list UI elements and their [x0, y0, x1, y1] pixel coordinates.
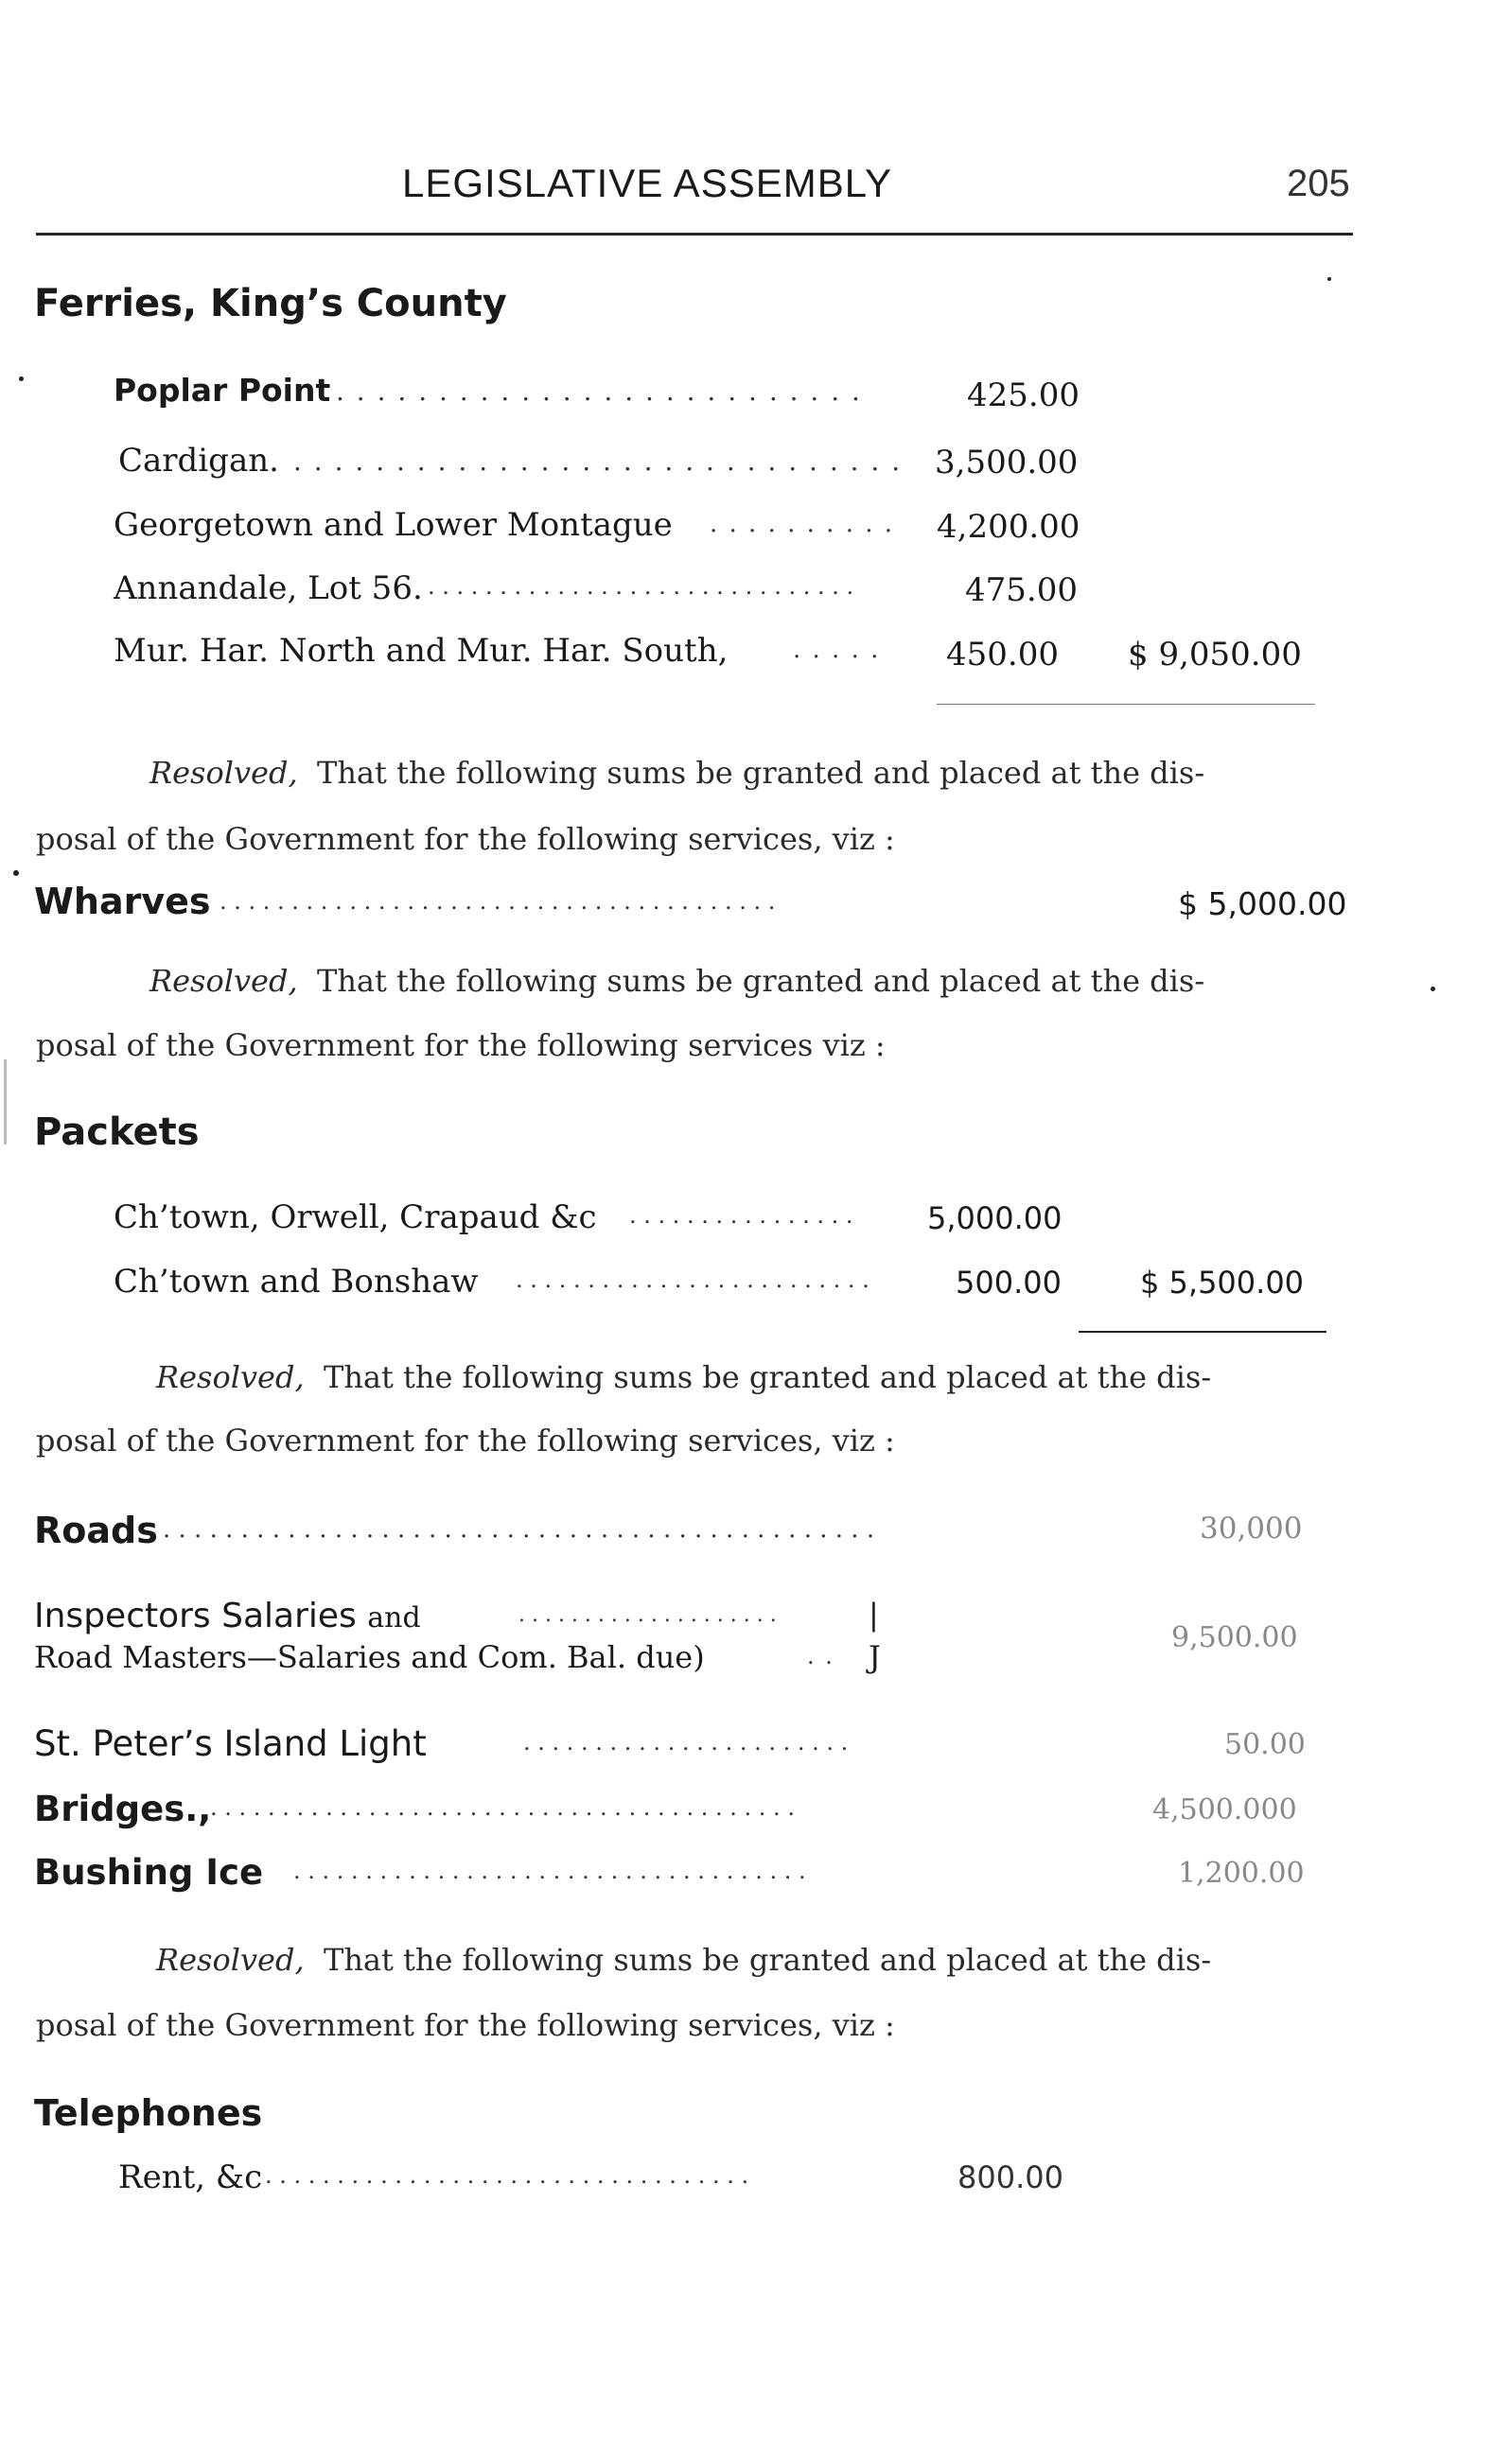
dot-leader: . . . . . . . . . . . . . . . . . . . . . . . . . — [516, 1267, 869, 1293]
ferry-item-amount: 3,500.00 — [935, 444, 1079, 481]
brace-top: | — [869, 1597, 879, 1633]
ferry-item-label: Georgetown and Lower Montague — [114, 506, 673, 544]
inspectors-label-bold: Inspectors Salaries — [34, 1597, 357, 1635]
ferry-item-amount: 450.00 — [946, 636, 1059, 673]
dot-leader: . . . . . . . . . . . . . . . . . . . . . . . . . . — [336, 376, 862, 407]
dot-leader: . . . . . . . . . . . . . . . . . . . . . . . . . . . . . . . . . . — [265, 2162, 749, 2189]
ferry-item-label: Cardigan. — [118, 442, 279, 480]
bridges-label: Bridges., — [34, 1789, 212, 1829]
ferry-item-label: Mur. Har. North and Mur. Har. South, — [114, 632, 729, 670]
page-number: 205 — [1287, 163, 1350, 204]
inspectors-label — [34, 1597, 421, 1635]
resolved-word: Resolved, — [149, 963, 298, 999]
dot-leader: . . . . . — [793, 636, 881, 664]
resolution-line: posal of the Government for the following services, viz : — [36, 2007, 895, 2043]
roads-label: Roads — [34, 1510, 158, 1551]
dot-leader: . . . . . . . . . . . . . . . . . . . . — [518, 1603, 777, 1627]
scan-speck — [1327, 277, 1331, 281]
packet-item-amount: 500.00 — [956, 1265, 1062, 1301]
resolution-line: That the following sums be granted and placed at the dis- — [323, 1942, 1212, 1978]
packet-item-amount: 5,000.00 — [927, 1200, 1063, 1236]
ferry-item-amount: 425.00 — [967, 376, 1080, 414]
dot-leader: . . . . . . . . . . . . . . . . . . . . . . . . . . . . . . — [293, 446, 903, 477]
dot-leader: . . . . . . . . . . . . . . . . . . . . . . . . . . . . . . . . . . . . . . . . . — [210, 1794, 795, 1821]
bushing-ice-amount: 1,200.00 — [1178, 1857, 1305, 1890]
dot-leader: . . . . . . . . . . . . . . . . . . . . . . . — [523, 1729, 849, 1756]
header-rule — [36, 233, 1353, 236]
scan-speck — [13, 870, 19, 876]
total-rule — [1079, 1331, 1326, 1333]
wharves-label: Wharves — [34, 881, 211, 922]
resolved-word: Resolved, — [156, 1942, 305, 1978]
running-header-title: LEGISLATIVE ASSEMBLY — [402, 161, 892, 205]
scan-speck — [1431, 987, 1435, 991]
dot-leader: . . . . . . . . . . . . . . . . . . . . . . . . . . . . . . . . . . . . . . . . . . . . . . — [163, 1515, 875, 1544]
inspectors-line2: Road Masters—Salaries and Com. Bal. due) — [34, 1639, 705, 1675]
resolution-line: That the following sums be granted and placed at the dis- — [316, 963, 1205, 999]
resolution-line: posal of the Government for the following services, viz : — [36, 1423, 895, 1459]
section-heading-ferries: Ferries, King’s County — [34, 282, 507, 325]
section-heading-packets: Packets — [34, 1110, 200, 1154]
bushing-ice-label: Bushing Ice — [34, 1852, 264, 1893]
packet-item-label: Ch’town and Bonshaw — [114, 1263, 479, 1301]
dot-leader: . . . . . . . . . . . . . . . . — [629, 1202, 853, 1229]
packets-total: $ 5,500.00 — [1140, 1265, 1305, 1301]
packet-item-label: Ch’town, Orwell, Crapaud &c — [114, 1198, 597, 1236]
scan-edge-mark — [4, 1059, 7, 1145]
ferry-item-label: Poplar Point — [114, 372, 331, 409]
resolution-text — [156, 1359, 1211, 1395]
ferry-item-label: Annandale, Lot 56. — [114, 569, 423, 607]
dot-leader: . . . . . . . . . . . . . . . . . . . . . . . . . . . . . . . . . . . . — [293, 1858, 806, 1884]
resolution-text — [149, 755, 1204, 791]
st-peters-amount: 50.00 — [1224, 1728, 1306, 1761]
scan-speck — [19, 376, 24, 381]
ferry-item-amount: 4,200.00 — [937, 508, 1080, 546]
resolved-word: Resolved, — [149, 755, 298, 791]
dot-leader: . . . . . . . . . . . . . . . . . . . . . . . . . . . . . . . . . . . . . . . — [220, 888, 776, 915]
resolved-word: Resolved, — [156, 1359, 305, 1395]
telephone-item-amount: 800.00 — [957, 2159, 1063, 2195]
wharves-amount: $ 5,000.00 — [1178, 885, 1347, 922]
resolution-text — [156, 1942, 1211, 1978]
ferry-item-amount: 475.00 — [965, 571, 1078, 609]
resolution-line: That the following sums be granted and placed at the dis- — [316, 755, 1205, 791]
resolution-line: That the following sums be granted and placed at the dis- — [323, 1359, 1212, 1395]
inspectors-label-and: and — [367, 1601, 421, 1634]
dot-leader: . . . . . . . . . . — [710, 510, 895, 538]
roads-amount: 30,000 — [1200, 1512, 1303, 1546]
total-rule — [937, 704, 1315, 705]
dot-leader: . . . . . . . . . . . . . . . . . . . . . . . . . . . . . . — [428, 573, 854, 600]
brace-bottom: J — [869, 1639, 881, 1675]
ferries-total: $ 9,050.00 — [1128, 636, 1302, 673]
resolution-text — [149, 963, 1204, 999]
dot-leader: . . — [807, 1643, 834, 1669]
section-heading-telephones: Telephones — [34, 2092, 263, 2134]
resolution-line: posal of the Government for the following services viz : — [36, 1027, 886, 1063]
resolution-line: posal of the Government for the following services, viz : — [36, 821, 895, 857]
inspectors-amount: 9,500.00 — [1171, 1621, 1298, 1654]
bridges-amount: 4,500.000 — [1152, 1793, 1297, 1826]
telephone-item-label: Rent, &c — [118, 2158, 263, 2196]
st-peters-label: St. Peter’s Island Light — [34, 1723, 427, 1764]
